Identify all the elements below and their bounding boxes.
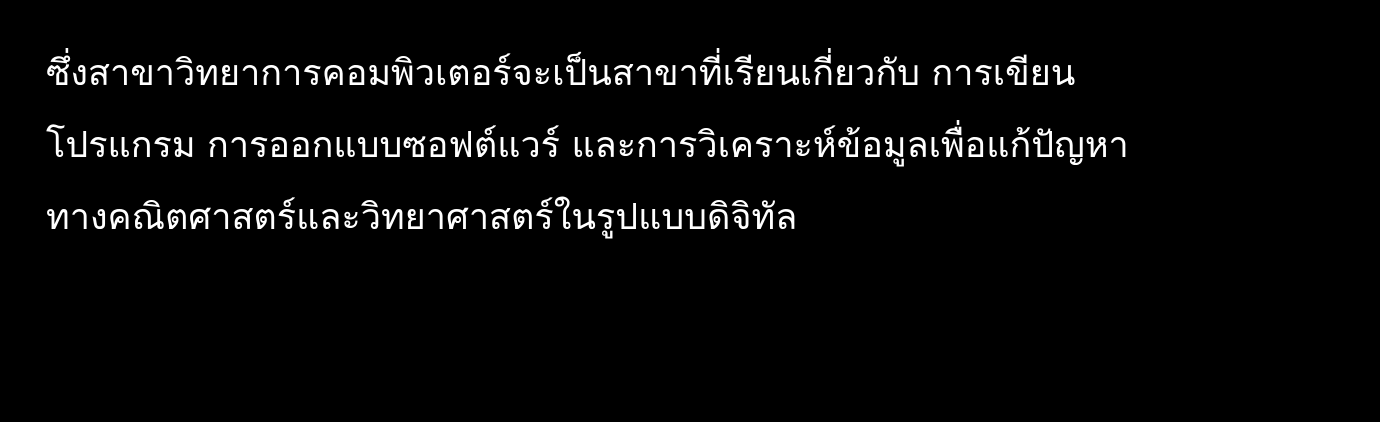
caption-line-3: ทางคณิตศาสตร์และวิทยาศาสตร์ในรูปแบบดิจิทัล [46,197,798,238]
caption-line-1: ซึ่งสาขาวิทยาการคอมพิวเตอร์จะเป็นสาขาที่เรียนเกี่ยวกับ การเขียน [46,53,1076,94]
caption-text-block [46,38,1346,254]
caption-line-2: โปรแกรม การออกแบบซอฟต์แวร์ และการวิเคราะห์ข้อมูลเพื่อแก้ปัญหา [46,125,1129,166]
